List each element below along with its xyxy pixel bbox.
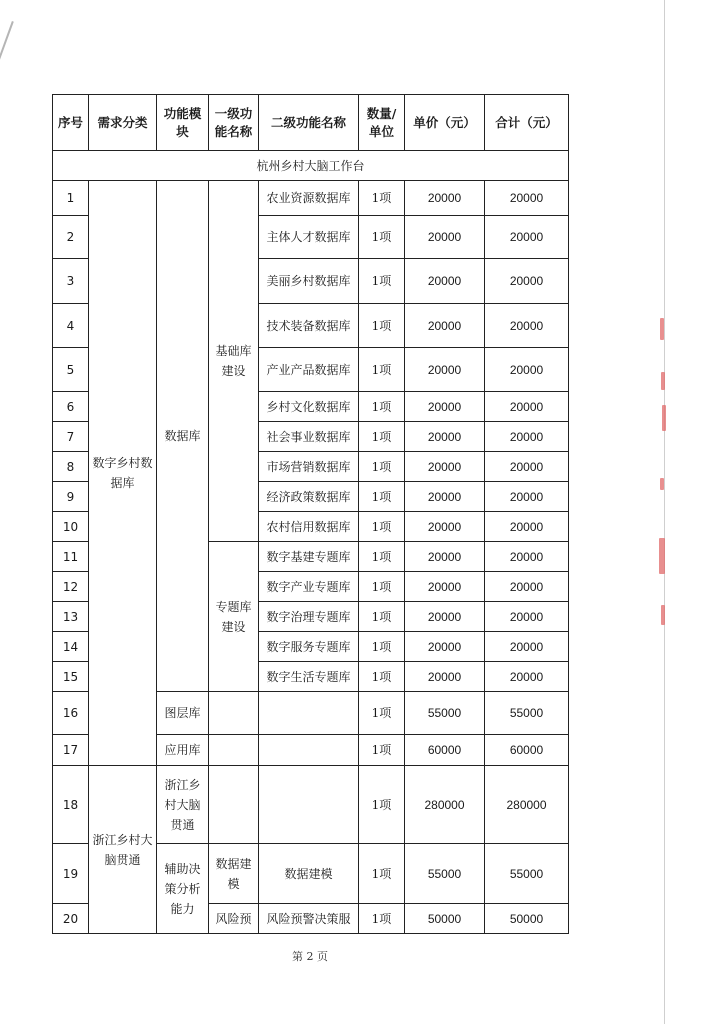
cell-price: 20000 (405, 259, 485, 304)
cell-total: 20000 (485, 602, 569, 632)
cell-name: 风险预警决策服 (259, 904, 359, 934)
cell-qty: 1项 (359, 482, 405, 512)
cell-price: 20000 (405, 304, 485, 348)
cell-price: 20000 (405, 542, 485, 572)
cell-seq: 16 (53, 692, 89, 735)
cell-price: 20000 (405, 482, 485, 512)
cell-qty: 1项 (359, 766, 405, 844)
cell-l1-modeling: 数据建模 (209, 844, 259, 904)
cell-seq: 18 (53, 766, 89, 844)
procurement-table (52, 94, 569, 934)
cell-qty: 1项 (359, 632, 405, 662)
cell-module-layer: 图层库 (157, 692, 209, 735)
section-title: 杭州乡村大脑工作台 (53, 151, 569, 181)
cell-category-zj-brain: 浙江乡村大脑贯通 (89, 766, 157, 934)
cell-seq: 7 (53, 422, 89, 452)
cell-name: 产业产品数据库 (259, 348, 359, 392)
header-level2: 二级功能名称 (259, 95, 359, 151)
cell-price: 20000 (405, 422, 485, 452)
cell-qty: 1项 (359, 542, 405, 572)
stamp-fragment (661, 605, 665, 625)
cell-total: 20000 (485, 572, 569, 602)
cell-seq: 17 (53, 735, 89, 766)
cell-total: 55000 (485, 692, 569, 735)
cell-price: 20000 (405, 181, 485, 216)
cell-name: 经济政策数据库 (259, 482, 359, 512)
stamp-fragment (660, 478, 664, 490)
cell-price: 55000 (405, 844, 485, 904)
cell-name: 技术装备数据库 (259, 304, 359, 348)
table-row (53, 181, 569, 216)
cell-module-decision: 辅助决策分析能力 (157, 844, 209, 934)
cell-qty: 1项 (359, 452, 405, 482)
cell-seq: 1 (53, 181, 89, 216)
cell-name: 农业资源数据库 (259, 181, 359, 216)
cell-qty: 1项 (359, 692, 405, 735)
header-unit-price: 单价（元） (405, 95, 485, 151)
cell-total: 60000 (485, 735, 569, 766)
cell-qty: 1项 (359, 392, 405, 422)
cell-seq: 8 (53, 452, 89, 482)
stamp-fragment (662, 405, 666, 431)
cell-total: 20000 (485, 181, 569, 216)
cell-price: 20000 (405, 216, 485, 259)
cell-l1-base: 基础库建设 (209, 181, 259, 542)
cell-total: 50000 (485, 904, 569, 934)
cell-name: 数字产业专题库 (259, 572, 359, 602)
cell-qty: 1项 (359, 216, 405, 259)
cell-l1-empty (209, 735, 259, 766)
cell-total: 55000 (485, 844, 569, 904)
header-seq: 序号 (53, 95, 89, 151)
header-category: 需求分类 (89, 95, 157, 151)
header-module: 功能模块 (157, 95, 209, 151)
page-edge-line (664, 0, 665, 1024)
cell-name: 农村信用数据库 (259, 512, 359, 542)
cell-qty: 1项 (359, 512, 405, 542)
cell-module-database: 数据库 (157, 181, 209, 692)
cell-qty: 1项 (359, 844, 405, 904)
cell-name (259, 735, 359, 766)
cell-total: 20000 (485, 482, 569, 512)
stamp-fragment (661, 372, 665, 390)
cell-total: 20000 (485, 452, 569, 482)
section-row (53, 151, 569, 181)
cell-price: 20000 (405, 602, 485, 632)
cell-category-digital-db: 数字乡村数据库 (89, 181, 157, 766)
cell-seq: 4 (53, 304, 89, 348)
cell-total: 20000 (485, 542, 569, 572)
cell-total: 20000 (485, 512, 569, 542)
cell-total: 20000 (485, 304, 569, 348)
cell-qty: 1项 (359, 735, 405, 766)
cell-l1-topic: 专题库建设 (209, 542, 259, 692)
stamp-fragment (659, 538, 665, 574)
cell-module-zj-village: 浙江乡村大脑贯通 (157, 766, 209, 844)
cell-name: 数字服务专题库 (259, 632, 359, 662)
cell-seq: 6 (53, 392, 89, 422)
cell-qty: 1项 (359, 662, 405, 692)
cell-name (259, 766, 359, 844)
cell-price: 280000 (405, 766, 485, 844)
cell-qty: 1项 (359, 348, 405, 392)
cell-price: 60000 (405, 735, 485, 766)
cell-l1-empty (209, 692, 259, 735)
cell-total: 20000 (485, 422, 569, 452)
cell-qty: 1项 (359, 572, 405, 602)
cell-seq: 14 (53, 632, 89, 662)
cell-qty: 1项 (359, 904, 405, 934)
table-row (53, 766, 569, 844)
header-qty: 数量/单位 (359, 95, 405, 151)
cell-name: 数据建模 (259, 844, 359, 904)
cell-total: 280000 (485, 766, 569, 844)
cell-total: 20000 (485, 259, 569, 304)
cell-name: 社会事业数据库 (259, 422, 359, 452)
cell-price: 55000 (405, 692, 485, 735)
cell-seq: 19 (53, 844, 89, 904)
cell-total: 20000 (485, 392, 569, 422)
cell-module-app: 应用库 (157, 735, 209, 766)
cell-seq: 5 (53, 348, 89, 392)
cell-name: 数字基建专题库 (259, 542, 359, 572)
cell-seq: 10 (53, 512, 89, 542)
header-row (53, 95, 569, 151)
cell-qty: 1项 (359, 259, 405, 304)
cell-price: 20000 (405, 512, 485, 542)
cell-name: 主体人才数据库 (259, 216, 359, 259)
cell-price: 20000 (405, 662, 485, 692)
cell-qty: 1项 (359, 304, 405, 348)
cell-total: 20000 (485, 348, 569, 392)
header-level1: 一级功能名称 (209, 95, 259, 151)
cell-total: 20000 (485, 632, 569, 662)
cell-seq: 9 (53, 482, 89, 512)
cell-seq: 3 (53, 259, 89, 304)
cell-seq: 20 (53, 904, 89, 934)
cell-seq: 15 (53, 662, 89, 692)
stamp-fragment (660, 318, 664, 340)
cell-price: 20000 (405, 452, 485, 482)
cell-l1-risk: 风险预 (209, 904, 259, 934)
cell-price: 50000 (405, 904, 485, 934)
cell-total: 20000 (485, 662, 569, 692)
cell-price: 20000 (405, 348, 485, 392)
cell-name (259, 692, 359, 735)
cell-name: 数字生活专题库 (259, 662, 359, 692)
cell-total: 20000 (485, 216, 569, 259)
cell-price: 20000 (405, 572, 485, 602)
header-total: 合计（元） (485, 95, 569, 151)
cell-qty: 1项 (359, 602, 405, 632)
scan-mark (0, 21, 14, 65)
page-number: 第 2 页 (292, 950, 328, 963)
cell-name: 市场营销数据库 (259, 452, 359, 482)
cell-qty: 1项 (359, 422, 405, 452)
cell-name: 数字治理专题库 (259, 602, 359, 632)
cell-name: 乡村文化数据库 (259, 392, 359, 422)
cell-name: 美丽乡村数据库 (259, 259, 359, 304)
cell-price: 20000 (405, 392, 485, 422)
cell-seq: 12 (53, 572, 89, 602)
cell-seq: 13 (53, 602, 89, 632)
cell-price: 20000 (405, 632, 485, 662)
cell-qty: 1项 (359, 181, 405, 216)
cell-seq: 2 (53, 216, 89, 259)
cell-seq: 11 (53, 542, 89, 572)
cell-l1-empty (209, 766, 259, 844)
